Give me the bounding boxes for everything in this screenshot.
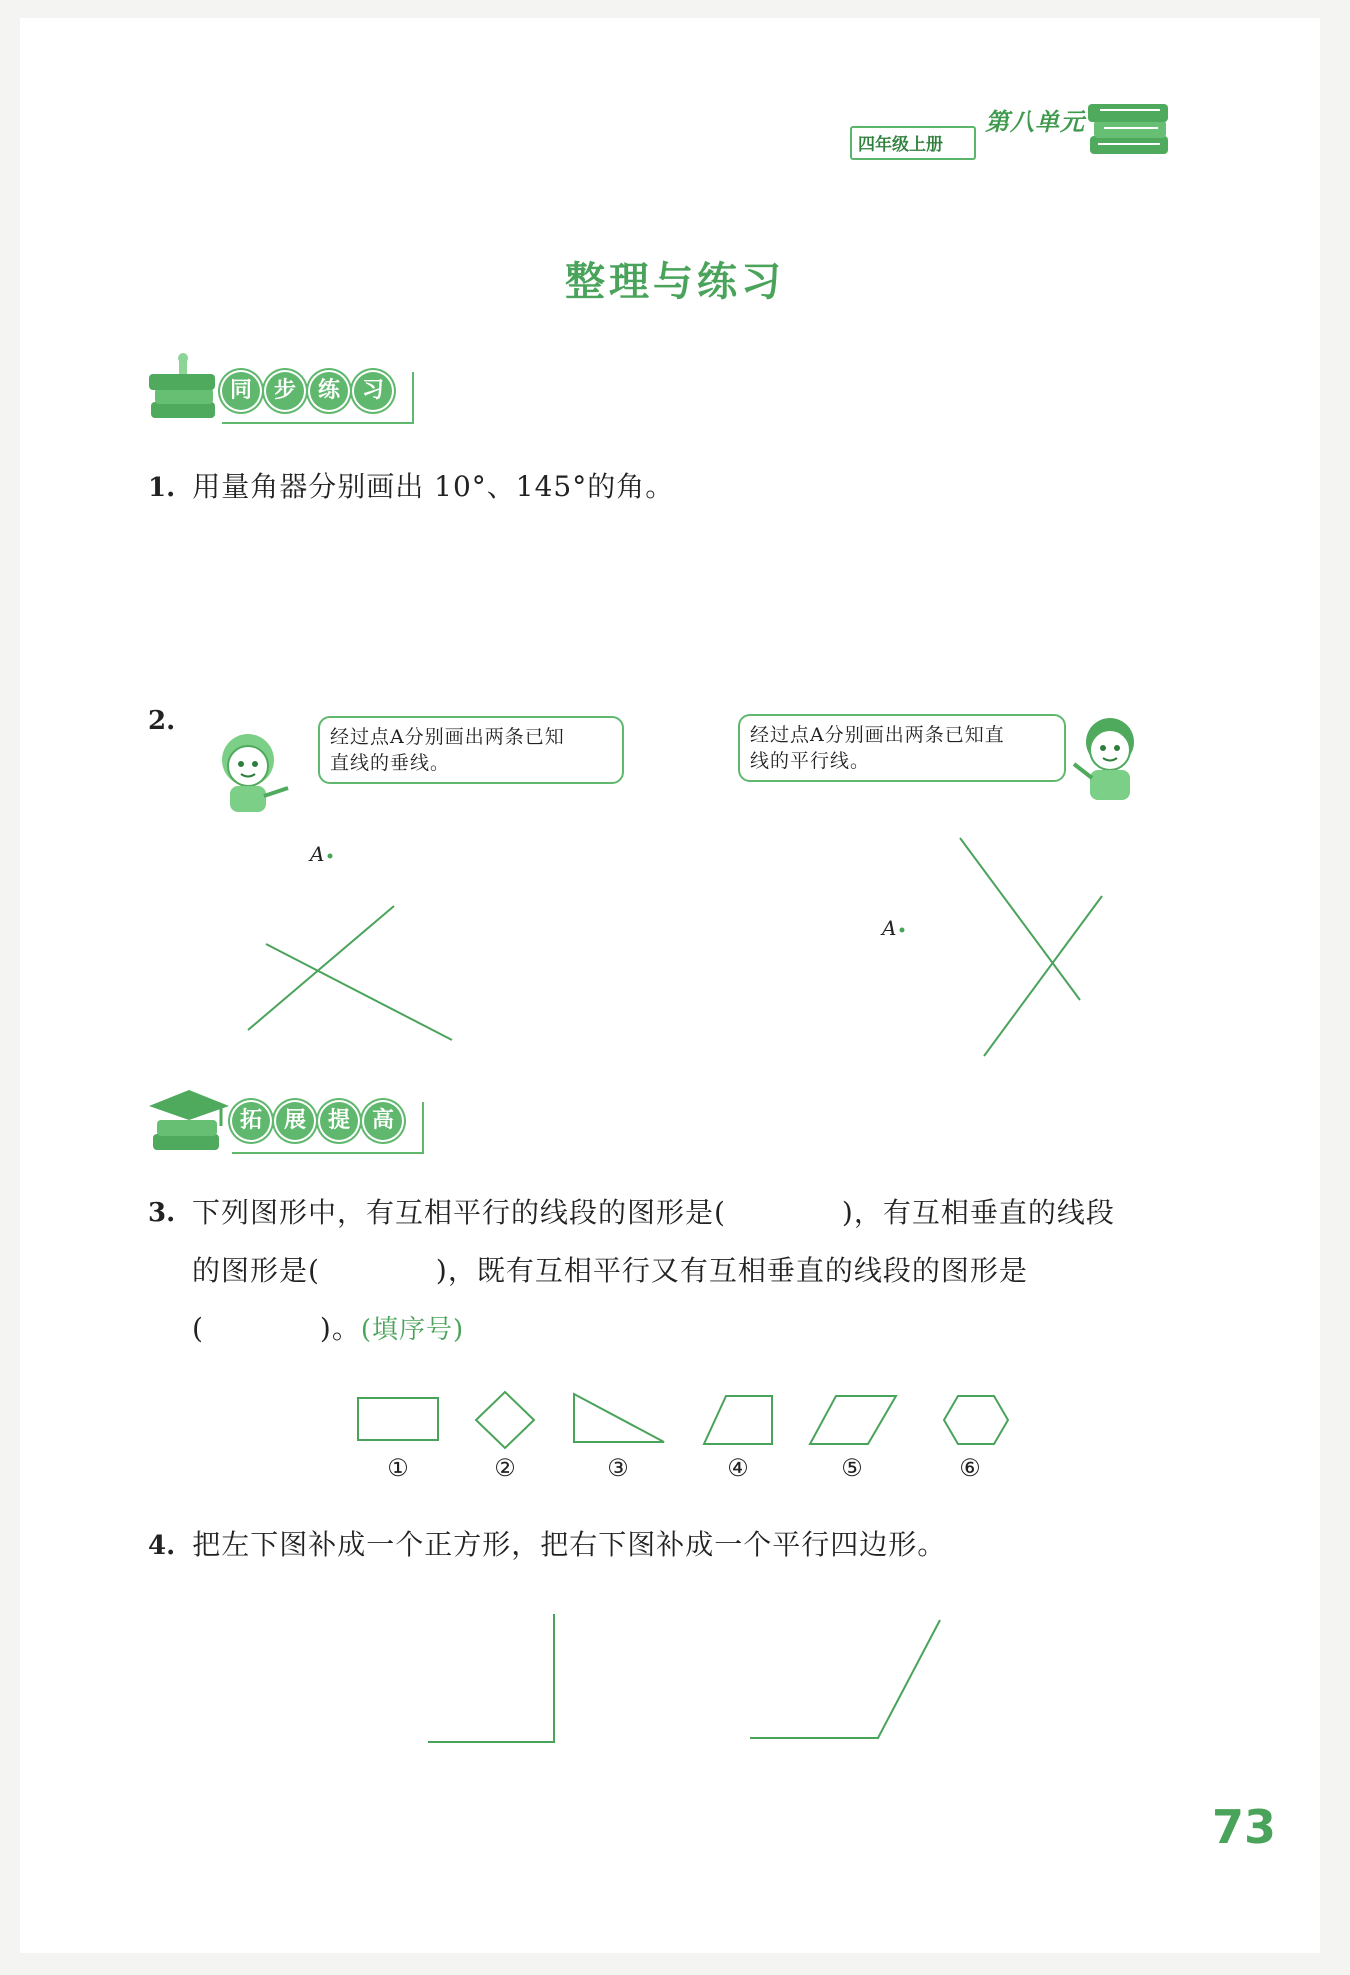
- section-char: 习: [354, 372, 392, 410]
- section-char: 提: [320, 1102, 358, 1140]
- section-char: 高: [364, 1102, 402, 1140]
- q3-line-1: 下列图形中，有互相平行的线段的图形是( )，有互相垂直的线段: [192, 1196, 1115, 1229]
- section-char: 练: [310, 372, 348, 410]
- section-char: 步: [266, 372, 304, 410]
- partial-parallelogram: [750, 1620, 940, 1738]
- shape-label: ①: [387, 1454, 409, 1482]
- question-number: 2.: [148, 706, 176, 736]
- shape-label: ③: [607, 1454, 629, 1482]
- question-text: 把左下图补成一个正方形，把右下图补成一个平行四边形。: [192, 1528, 947, 1561]
- point-a-label: A: [310, 842, 325, 866]
- section-char: 同: [222, 372, 260, 410]
- fill-hint: (填序号): [360, 1315, 465, 1345]
- shape-label: ④: [727, 1454, 749, 1482]
- bubble-line: 线的平行线。: [750, 750, 871, 772]
- section-char: 展: [276, 1102, 314, 1140]
- bubble-line: 经过点A分别画出两条已知直: [750, 724, 1005, 746]
- question-number: 4.: [148, 1531, 176, 1561]
- question-number: 1.: [148, 473, 176, 503]
- section-char: 拓: [232, 1102, 270, 1140]
- partial-square: [428, 1614, 554, 1742]
- question-number: 3.: [148, 1198, 176, 1228]
- shape-label: ②: [494, 1454, 516, 1482]
- point-a-label: A: [882, 916, 897, 940]
- q3-line-3-main: ( )。: [192, 1312, 361, 1345]
- page-number: 73: [1212, 1800, 1277, 1854]
- bubble-line: 直线的垂线。: [330, 752, 451, 774]
- page-title: 整理与练习: [565, 258, 785, 305]
- q3-line-2: 的图形是( )，既有互相平行又有互相垂直的线段的图形是: [192, 1254, 1028, 1287]
- shape-label: ⑥: [959, 1454, 981, 1482]
- grade-label: 四年级上册: [858, 135, 943, 155]
- question-text: 用量角器分别画出 10°、145°的角。: [192, 470, 675, 503]
- shape-label: ⑤: [841, 1454, 863, 1482]
- bubble-line: 经过点A分别画出两条已知: [330, 726, 565, 748]
- unit-title: 第八单元: [985, 108, 1085, 136]
